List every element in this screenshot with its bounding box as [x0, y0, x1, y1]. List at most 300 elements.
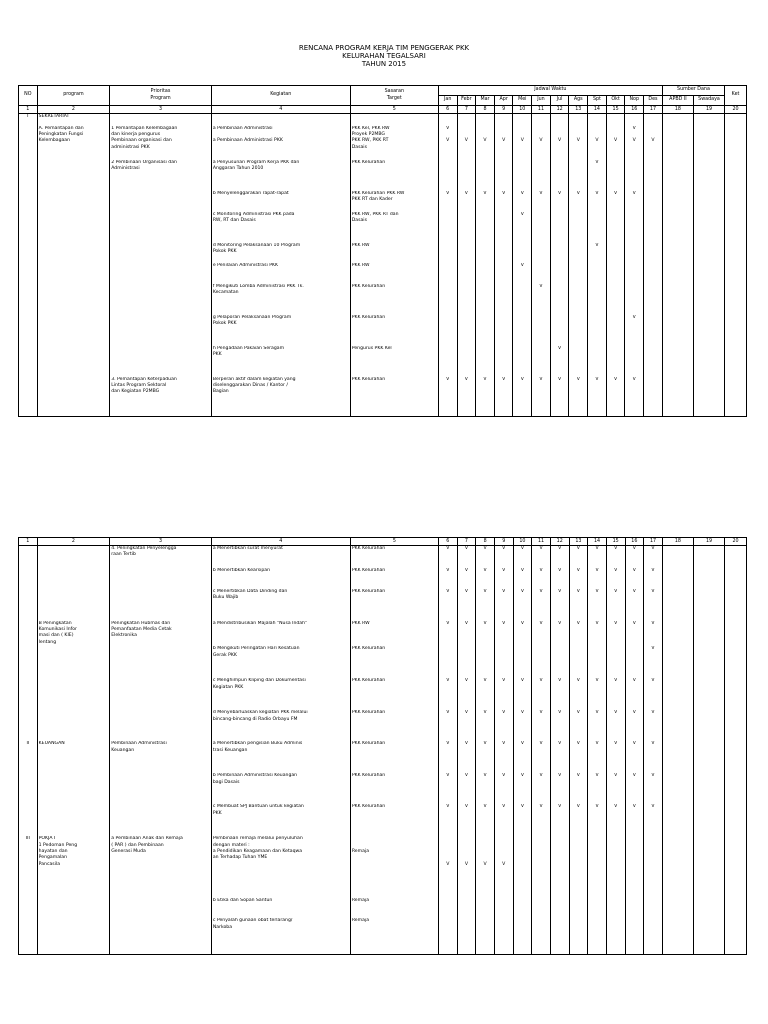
sasaran-cell: PKK RW [350, 263, 438, 284]
header-kegiatan: Kegiatan [211, 86, 350, 106]
ket-cell [725, 191, 747, 212]
schedule-cell [513, 160, 532, 191]
swadaya-cell [693, 710, 724, 741]
schedule-cell: V [494, 568, 513, 589]
program-cell [37, 346, 110, 377]
swadaya-cell [693, 377, 724, 417]
schedule-cell: V [644, 804, 663, 836]
prioritas-cell: 2 Pembinaan Organisasi dan Administrasi [110, 160, 212, 191]
schedule-cell: V [588, 804, 607, 836]
schedule-cell [569, 114, 588, 126]
schedule-cell: V [438, 191, 457, 212]
schedule-cell: V [606, 741, 625, 773]
schedule-cell [625, 284, 644, 315]
schedule-cell: V [494, 741, 513, 773]
prioritas-cell [110, 315, 212, 346]
column-number: 6 [438, 106, 457, 114]
plan-row [19, 589, 747, 621]
kegiatan-cell: b Mengikuti Peringatan Hari Kesatuan Gerak PKK [211, 646, 350, 678]
plan-row [19, 114, 747, 126]
schedule-cell [438, 315, 457, 346]
plan-row [19, 191, 747, 212]
schedule-cell: V [457, 678, 476, 710]
schedule-cell [438, 212, 457, 243]
schedule-cell [494, 114, 513, 126]
schedule-cell: V [625, 191, 644, 212]
apbd-cell [662, 191, 693, 212]
schedule-cell [625, 646, 644, 678]
sasaran-cell: PKK Kelurahan [350, 804, 438, 836]
schedule-cell [476, 898, 495, 918]
kegiatan-cell: e Penilaian Administrasi PKK [211, 263, 350, 284]
schedule-cell [606, 243, 625, 263]
schedule-cell [625, 160, 644, 191]
schedule-cell: V [606, 804, 625, 836]
schedule-cell: V [513, 126, 532, 160]
schedule-cell [532, 243, 551, 263]
schedule-cell: V [588, 710, 607, 741]
schedule-cell: V [532, 377, 551, 417]
schedule-cell [569, 346, 588, 377]
ket-cell [725, 284, 747, 315]
schedule-cell: V [588, 126, 607, 160]
schedule-cell [588, 918, 607, 954]
column-number: 1 [19, 538, 38, 546]
schedule-cell [476, 263, 495, 284]
schedule-cell [606, 212, 625, 243]
schedule-cell [606, 160, 625, 191]
sasaran-cell: PKK RW [350, 243, 438, 263]
kegiatan-cell: c Monitoring Administrasi PKK pada RW, RT dan Dasais [211, 212, 350, 243]
schedule-cell [532, 160, 551, 191]
schedule-cell [569, 160, 588, 191]
schedule-cell: V [476, 621, 495, 647]
schedule-cell [494, 243, 513, 263]
schedule-cell: V [625, 710, 644, 741]
kegiatan-cell: c Menghimpun Kliping dan Dokumentasi Kegiatan PKK [211, 678, 350, 710]
schedule-cell [532, 212, 551, 243]
schedule-cell: V [438, 621, 457, 647]
plan-row [19, 346, 747, 377]
ket-cell [725, 836, 747, 898]
schedule-cell [476, 646, 495, 678]
program-cell [37, 589, 110, 621]
column-number: 12 [550, 106, 569, 114]
schedule-cell: V [588, 377, 607, 417]
header-no: NO [19, 86, 38, 106]
column-number: 17 [644, 106, 663, 114]
schedule-cell: V [606, 773, 625, 804]
plan-row [19, 646, 747, 678]
schedule-cell [644, 346, 663, 377]
schedule-cell [644, 243, 663, 263]
program-cell [37, 918, 110, 954]
document-title-line-1: RENCANA PROGRAM KERJA TIM PENGGERAK PKK [298, 44, 470, 52]
apbd-cell [662, 126, 693, 160]
schedule-cell [476, 918, 495, 954]
ket-cell [725, 589, 747, 621]
schedule-cell [569, 898, 588, 918]
row-no [19, 898, 38, 918]
swadaya-cell [693, 284, 724, 315]
ket-cell [725, 773, 747, 804]
plan-row [19, 546, 747, 568]
schedule-cell: V [606, 191, 625, 212]
schedule-cell: V [569, 773, 588, 804]
schedule-cell [457, 646, 476, 678]
sasaran-cell: PKK Kelurahan [350, 377, 438, 417]
schedule-cell: V [476, 589, 495, 621]
kegiatan-cell: f Mengikuti Lomba Administrasi PKK Tk. Kecamatan [211, 284, 350, 315]
header-month: Des [644, 96, 663, 106]
apbd-cell [662, 646, 693, 678]
schedule-cell: V [625, 377, 644, 417]
schedule-cell: V V [625, 126, 644, 160]
schedule-cell: V [588, 589, 607, 621]
schedule-cell [588, 263, 607, 284]
schedule-cell [569, 263, 588, 284]
ket-cell [725, 243, 747, 263]
ket-cell [725, 678, 747, 710]
plan-row [19, 804, 747, 836]
schedule-cell: V [494, 804, 513, 836]
prioritas-cell [110, 346, 212, 377]
program-cell [37, 315, 110, 346]
schedule-cell [457, 114, 476, 126]
schedule-cell [532, 646, 551, 678]
column-number: 5 [350, 538, 438, 546]
column-number: 4 [211, 538, 350, 546]
program-cell [37, 284, 110, 315]
kegiatan-cell: d Monitoring Pelaksanaan 10 Program Pokok PKK [211, 243, 350, 263]
schedule-cell [532, 114, 551, 126]
header-month: Ags [569, 96, 588, 106]
schedule-cell: V [532, 621, 551, 647]
plan-row [19, 836, 747, 898]
document-title-line-3: TAHUN 2015 [361, 60, 407, 68]
swadaya-cell [693, 546, 724, 568]
prioritas-cell [110, 568, 212, 589]
row-no [19, 589, 38, 621]
document-title-line-2: KELURAHAN TEGALSARI [342, 52, 426, 60]
schedule-cell: V [457, 546, 476, 568]
apbd-cell [662, 898, 693, 918]
schedule-cell: V [606, 126, 625, 160]
schedule-cell: V [550, 346, 569, 377]
schedule-cell [606, 898, 625, 918]
schedule-cell: V [550, 126, 569, 160]
schedule-cell [550, 243, 569, 263]
sasaran-cell: PKK Kel, PKK RW Proyek P2MBG PKK RW, PKK RT Dasais [350, 126, 438, 160]
ket-cell [725, 646, 747, 678]
program-cell: A. Pemantapan dan Peningkatan Fungsi Kelembagaan [37, 126, 110, 160]
schedule-cell: V [550, 377, 569, 417]
swadaya-cell [693, 621, 724, 647]
schedule-cell: V [494, 546, 513, 568]
column-number: 7 [457, 538, 476, 546]
program-cell [37, 773, 110, 804]
schedule-cell: V [588, 741, 607, 773]
schedule-cell [532, 263, 551, 284]
program-cell [37, 263, 110, 284]
plan-row [19, 773, 747, 804]
apbd-cell [662, 284, 693, 315]
apbd-cell [662, 804, 693, 836]
ket-cell [725, 114, 747, 126]
schedule-cell: V [644, 646, 663, 678]
schedule-cell: V [588, 191, 607, 212]
schedule-cell [644, 212, 663, 243]
schedule-cell [606, 646, 625, 678]
swadaya-cell [693, 836, 724, 898]
kegiatan-cell: Pembinaan remaja melalui penyuluhan dengan materi : a Pendidikan Keagamaan dan Ketaqwa an Terhadap Tuhan YME [211, 836, 350, 898]
ket-cell [725, 126, 747, 160]
schedule-cell [625, 243, 644, 263]
schedule-cell: V [457, 804, 476, 836]
schedule-cell: V [476, 546, 495, 568]
schedule-cell [606, 284, 625, 315]
schedule-cell: V [476, 568, 495, 589]
schedule-cell: V [569, 126, 588, 160]
schedule-cell: V [569, 191, 588, 212]
prioritas-cell [110, 284, 212, 315]
header-month: Apr [494, 96, 513, 106]
schedule-cell [606, 918, 625, 954]
schedule-cell: V [550, 546, 569, 568]
header-apbd: APBD II [662, 96, 693, 106]
schedule-cell [438, 646, 457, 678]
schedule-cell [588, 346, 607, 377]
schedule-cell: V [494, 126, 513, 160]
schedule-cell [550, 212, 569, 243]
prioritas-cell: Pembinaan Administrasi Keuangan [110, 741, 212, 773]
schedule-cell [550, 898, 569, 918]
prioritas-cell [110, 191, 212, 212]
apbd-cell [662, 263, 693, 284]
schedule-cell: V [625, 546, 644, 568]
schedule-cell [457, 315, 476, 346]
schedule-cell: V [532, 678, 551, 710]
swadaya-cell [693, 212, 724, 243]
schedule-cell: V [438, 804, 457, 836]
row-no [19, 212, 38, 243]
schedule-cell [476, 284, 495, 315]
schedule-cell: V [606, 678, 625, 710]
column-number: 20 [725, 538, 747, 546]
schedule-cell [457, 898, 476, 918]
apbd-cell [662, 212, 693, 243]
schedule-cell [569, 243, 588, 263]
row-no: I [19, 114, 38, 126]
schedule-cell [476, 114, 495, 126]
schedule-cell: V [457, 568, 476, 589]
apbd-cell [662, 114, 693, 126]
schedule-cell: V [532, 741, 551, 773]
sasaran-cell: Remaja [350, 836, 438, 898]
program-cell [37, 212, 110, 243]
sasaran-cell: PKK Kelurahan [350, 678, 438, 710]
sasaran-cell: Remaja [350, 918, 438, 954]
schedule-cell: V [644, 773, 663, 804]
schedule-cell: V [494, 836, 513, 898]
schedule-cell [644, 191, 663, 212]
column-number: 10 [513, 538, 532, 546]
ket-cell [725, 898, 747, 918]
prioritas-cell [110, 678, 212, 710]
schedule-cell: V [644, 568, 663, 589]
schedule-cell: V [644, 589, 663, 621]
schedule-cell [438, 243, 457, 263]
schedule-cell: V [606, 621, 625, 647]
column-number: 15 [606, 106, 625, 114]
schedule-cell [513, 836, 532, 898]
schedule-cell: V [513, 741, 532, 773]
column-number: 3 [110, 538, 212, 546]
program-cell [37, 898, 110, 918]
schedule-cell: V [550, 804, 569, 836]
prioritas-cell: a Pembinaan Anak dan Remaja ( PAR ) dan Pembinaan Generasi Muda [110, 836, 212, 898]
schedule-cell: V [569, 546, 588, 568]
schedule-cell [457, 346, 476, 377]
schedule-cell [438, 898, 457, 918]
schedule-cell: V [644, 678, 663, 710]
prioritas-cell: 4. Peningkatan Penyelengga raan Tertib [110, 546, 212, 568]
schedule-cell [476, 160, 495, 191]
schedule-cell [494, 263, 513, 284]
schedule-cell: V [625, 589, 644, 621]
schedule-cell [588, 315, 607, 346]
schedule-cell [494, 160, 513, 191]
row-no [19, 284, 38, 315]
sasaran-cell: PKK Kelurahan [350, 568, 438, 589]
apbd-cell [662, 546, 693, 568]
header-month: Febr [457, 96, 476, 106]
schedule-cell [606, 836, 625, 898]
schedule-cell [513, 243, 532, 263]
schedule-cell [550, 263, 569, 284]
prioritas-cell [110, 114, 212, 126]
schedule-cell: V [532, 284, 551, 315]
swadaya-cell [693, 589, 724, 621]
prioritas-cell [110, 212, 212, 243]
schedule-cell [569, 315, 588, 346]
row-no [19, 773, 38, 804]
prioritas-cell [110, 243, 212, 263]
kegiatan-cell: a Menertibkan pengisian Buku Adminis trasi Keuangan [211, 741, 350, 773]
plan-row [19, 263, 747, 284]
schedule-cell: V [550, 741, 569, 773]
schedule-cell [457, 160, 476, 191]
schedule-cell [550, 284, 569, 315]
schedule-cell [550, 160, 569, 191]
schedule-cell: V [606, 568, 625, 589]
ket-cell [725, 741, 747, 773]
schedule-cell: V [606, 546, 625, 568]
schedule-cell [606, 346, 625, 377]
schedule-cell [625, 114, 644, 126]
schedule-cell [513, 918, 532, 954]
schedule-cell [494, 212, 513, 243]
schedule-cell: V [494, 773, 513, 804]
schedule-cell: V [494, 377, 513, 417]
header-prioritas: Prioritas Program [110, 86, 212, 106]
schedule-cell: V [457, 191, 476, 212]
schedule-cell: V [457, 710, 476, 741]
schedule-cell [532, 346, 551, 377]
schedule-cell [569, 212, 588, 243]
schedule-cell [625, 918, 644, 954]
apbd-cell [662, 568, 693, 589]
work-plan-table-part-2 [18, 537, 747, 955]
sasaran-cell: PKK Kelurahan [350, 160, 438, 191]
ket-cell [725, 918, 747, 954]
row-no [19, 804, 38, 836]
column-number: 11 [532, 538, 551, 546]
program-cell [37, 568, 110, 589]
column-number: 9 [494, 538, 513, 546]
schedule-cell: V [513, 710, 532, 741]
schedule-cell [438, 263, 457, 284]
swadaya-cell [693, 741, 724, 773]
schedule-cell [513, 114, 532, 126]
swadaya-cell [693, 804, 724, 836]
schedule-cell: V [550, 589, 569, 621]
program-cell [37, 646, 110, 678]
schedule-cell: V [513, 212, 532, 243]
schedule-cell [494, 346, 513, 377]
schedule-cell: V [438, 568, 457, 589]
schedule-cell: V [569, 678, 588, 710]
plan-row [19, 898, 747, 918]
apbd-cell [662, 741, 693, 773]
plan-row [19, 621, 747, 647]
schedule-cell: V [625, 568, 644, 589]
kegiatan-cell: d Menyebarluaskan kegiatan PKK melalui bincang-bincang di Radio Orbayu FM [211, 710, 350, 741]
program-cell [37, 377, 110, 417]
schedule-cell [513, 315, 532, 346]
swadaya-cell [693, 646, 724, 678]
column-number: 8 [476, 538, 495, 546]
schedule-cell: V [476, 836, 495, 898]
schedule-cell: V [569, 568, 588, 589]
kegiatan-cell: h Pengadaan Pakaian Seragam PKK [211, 346, 350, 377]
schedule-cell [644, 114, 663, 126]
schedule-cell [625, 898, 644, 918]
swadaya-cell [693, 160, 724, 191]
sasaran-cell: PKK Kelurahan [350, 284, 438, 315]
schedule-cell: V [532, 804, 551, 836]
schedule-cell [532, 315, 551, 346]
kegiatan-cell: b Pembinaan Administrasi Keuangan bagi Dasais [211, 773, 350, 804]
schedule-cell: V [644, 710, 663, 741]
plan-row [19, 126, 747, 160]
schedule-cell: V [532, 546, 551, 568]
schedule-cell [494, 315, 513, 346]
plan-row [19, 918, 747, 954]
schedule-cell [644, 315, 663, 346]
schedule-cell [438, 284, 457, 315]
ket-cell [725, 212, 747, 243]
column-number: 18 [662, 538, 693, 546]
schedule-cell [438, 346, 457, 377]
column-number: 19 [693, 106, 724, 114]
header-sasaran: Sasaran Target [350, 86, 438, 106]
schedule-cell: V [644, 741, 663, 773]
swadaya-cell [693, 315, 724, 346]
schedule-cell: V [550, 678, 569, 710]
schedule-cell: V [476, 710, 495, 741]
plan-row [19, 160, 747, 191]
